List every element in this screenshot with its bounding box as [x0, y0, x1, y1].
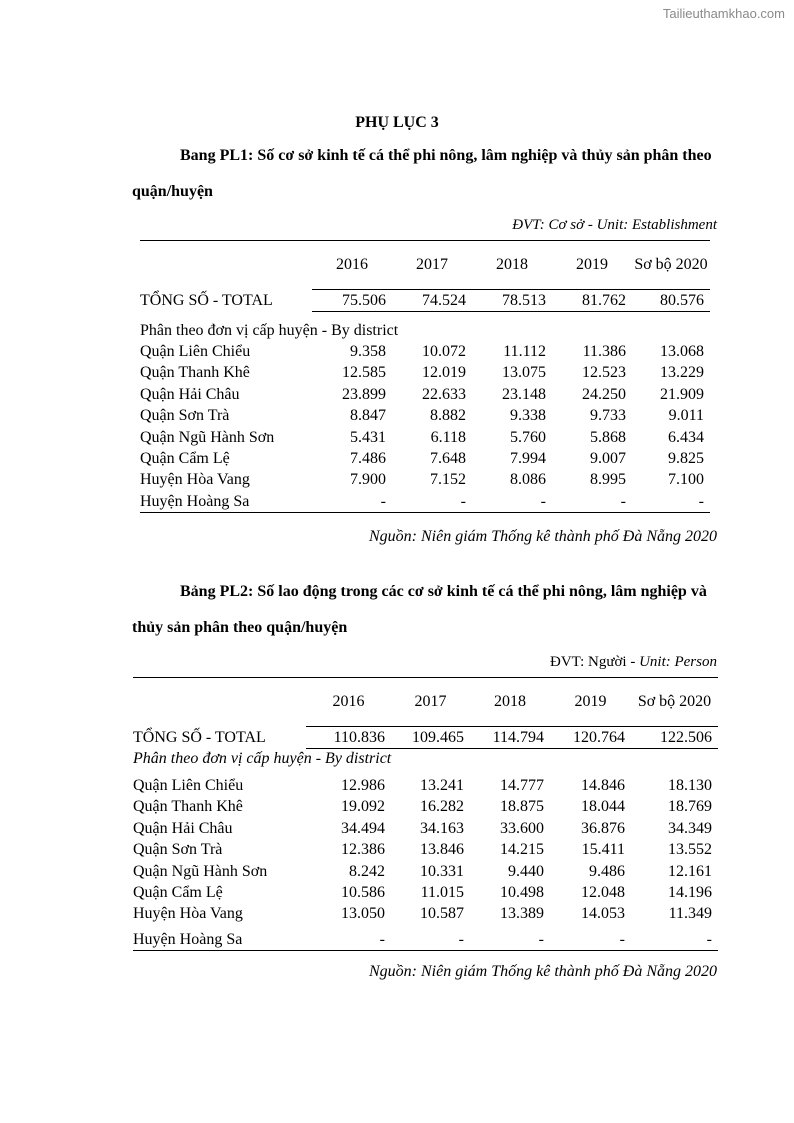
cell-value: 34.163 — [420, 819, 464, 837]
cell-value: 12.048 — [581, 884, 625, 902]
table2-header-row — [133, 678, 718, 727]
district-label: Quận Cẩm Lệ — [140, 450, 230, 468]
cell-value: 7.900 — [350, 471, 386, 489]
cell-value: 8.242 — [349, 862, 385, 880]
cell-value: 34.349 — [668, 819, 712, 837]
cell-value: 7.994 — [510, 450, 546, 468]
table-row — [140, 341, 710, 362]
cell-value: 14.215 — [500, 841, 544, 859]
cell-value: 12.523 — [582, 364, 626, 382]
cell-value: 13.389 — [500, 905, 544, 923]
cell-value: 13.229 — [660, 364, 704, 382]
cell-value: 15.411 — [581, 841, 625, 859]
total-value: 81.762 — [552, 290, 632, 312]
table1-total-row — [140, 290, 710, 312]
cell-value: 9.007 — [590, 450, 626, 468]
table1-unit: ĐVT: Cơ sở - Unit: Establishment — [512, 217, 717, 233]
table-row — [140, 427, 710, 448]
cell-value: 6.434 — [668, 428, 704, 446]
table2-total-row — [133, 727, 718, 749]
cell-value: 9.486 — [589, 862, 625, 880]
table1-title: Bang PL1: Số cơ sở kinh tế cá thể phi nông, lâm nghiệp và thủy sản phân theo quận/huyện — [132, 147, 712, 200]
cell-value: 7.152 — [430, 471, 466, 489]
total-value: 114.794 — [470, 727, 550, 749]
cell-value: 23.899 — [342, 385, 386, 403]
table1-col-header: 2017 — [392, 241, 472, 290]
cell-value: 11.015 — [420, 884, 464, 902]
cell-value: 9.358 — [350, 343, 386, 360]
district-label: Quận Liên Chiểu — [140, 343, 251, 360]
table-row — [133, 775, 718, 796]
cell-value: 12.161 — [668, 862, 712, 880]
district-label: Quận Thanh Khê — [133, 798, 243, 816]
district-label: Quận Ngũ Hành Sơn — [140, 428, 275, 446]
table-row — [133, 796, 718, 817]
cell-value: - — [312, 491, 392, 513]
cell-value: 33.600 — [500, 819, 544, 837]
cell-value: 9.733 — [590, 407, 626, 425]
cell-value: 11.386 — [582, 343, 626, 360]
group-label: Phân theo đơn vị cấp huyện - By district — [140, 322, 399, 339]
district-label: Quận Liên Chiểu — [133, 777, 244, 794]
cell-value: 14.846 — [581, 777, 625, 794]
district-label: Quận Cẩm Lệ — [133, 884, 223, 902]
cell-value: - — [472, 491, 552, 513]
table-row — [133, 882, 718, 903]
cell-value: 12.386 — [341, 841, 385, 859]
district-label: Quận Sơn Trà — [140, 407, 230, 425]
table-row — [140, 491, 710, 513]
cell-value: 22.633 — [422, 385, 466, 403]
cell-value: 9.338 — [510, 407, 546, 425]
district-label: Quận Sơn Trà — [133, 841, 223, 859]
table-row — [140, 405, 710, 426]
table2-unit: ĐVT: Người - Unit: Person — [550, 654, 717, 670]
cell-value: - — [631, 925, 718, 951]
district-label: Huyện Hoàng Sa — [140, 491, 312, 513]
table-row — [133, 839, 718, 860]
cell-value: 11.112 — [503, 343, 546, 360]
cell-value: - — [392, 491, 472, 513]
table-row — [140, 362, 710, 383]
total-value: 109.465 — [391, 727, 470, 749]
cell-value: 11.349 — [668, 905, 712, 923]
table-row — [140, 384, 710, 405]
cell-value: 10.586 — [341, 884, 385, 902]
cell-value: 36.876 — [581, 819, 625, 837]
cell-value: 18.130 — [668, 777, 712, 794]
cell-value: 7.100 — [668, 471, 704, 489]
table-row — [140, 448, 710, 469]
table1 — [140, 240, 710, 513]
table1-col-header: Sơ bộ 2020 — [632, 241, 710, 290]
cell-value: 5.431 — [350, 428, 386, 446]
cell-value: 13.050 — [341, 905, 385, 923]
cell-value: 13.241 — [420, 777, 464, 794]
total-value: 110.836 — [306, 727, 391, 749]
total-value: 74.524 — [392, 290, 472, 312]
cell-value: - — [470, 925, 550, 951]
table-row — [140, 469, 710, 490]
cell-value: 10.072 — [422, 343, 466, 360]
cell-value: 10.498 — [500, 884, 544, 902]
table1-col-header: 2016 — [312, 241, 392, 290]
district-label: Huyện Hoàng Sa — [133, 925, 306, 951]
table2-source: Nguồn: Niên giám Thống kê thành phố Đà Nẵng 2020 — [369, 963, 717, 980]
district-label: Quận Hải Châu — [140, 385, 240, 403]
cell-value: 9.440 — [508, 862, 544, 880]
table2-col-header: 2018 — [470, 678, 550, 727]
cell-value: 14.053 — [581, 905, 625, 923]
cell-value: 14.196 — [668, 884, 712, 902]
district-label: Quận Hải Châu — [133, 819, 233, 837]
total-value: 78.513 — [472, 290, 552, 312]
cell-value: 8.086 — [510, 471, 546, 489]
table2-title: Bảng PL2: Số lao động trong các cơ sở kinh tế cá thể phi nông, lâm nghiệp và thủy sản phân theo quận/huyện — [132, 583, 707, 636]
cell-value: 18.044 — [581, 798, 625, 816]
cell-value: 6.118 — [430, 428, 466, 446]
district-label: Quận Thanh Khê — [140, 364, 250, 382]
table-row — [133, 818, 718, 839]
total-label: TỔNG SỐ - TOTAL — [140, 291, 273, 309]
table-row — [133, 903, 718, 924]
cell-value: - — [552, 491, 632, 513]
cell-value: 10.587 — [420, 905, 464, 923]
cell-value: 18.875 — [500, 798, 544, 816]
total-value: 122.506 — [631, 727, 718, 749]
group-label: Phân theo đơn vị cấp huyện - By district — [133, 750, 392, 767]
watermark: Tailieuthamkhao.com — [662, 6, 785, 21]
table2-col-header: Sơ bộ 2020 — [631, 678, 718, 727]
cell-value: 5.760 — [510, 428, 546, 446]
total-value: 75.506 — [312, 290, 392, 312]
cell-value: 19.092 — [341, 798, 385, 816]
cell-value: 12.986 — [341, 777, 385, 794]
cell-value: 24.250 — [582, 385, 626, 403]
cell-value: 13.075 — [502, 364, 546, 382]
cell-value: 16.282 — [420, 798, 464, 816]
table1-source: Nguồn: Niên giám Thống kê thành phố Đà Nẵng 2020 — [369, 528, 717, 545]
cell-value: - — [391, 925, 470, 951]
cell-value: 13.552 — [668, 841, 712, 859]
total-value: 120.764 — [550, 727, 631, 749]
cell-value: 34.494 — [341, 819, 385, 837]
appendix-title: PHỤ LỤC 3 — [355, 114, 439, 131]
table2-col-header: 2019 — [550, 678, 631, 727]
cell-value: 14.777 — [500, 777, 544, 794]
table1-group-row — [140, 312, 710, 342]
cell-value: 13.846 — [420, 841, 464, 859]
cell-value: 23.148 — [502, 385, 546, 403]
cell-value: 13.068 — [660, 343, 704, 360]
total-value: 80.576 — [632, 290, 710, 312]
cell-value: 21.909 — [660, 385, 704, 403]
cell-value: 9.011 — [668, 407, 704, 425]
cell-value: 7.486 — [350, 450, 386, 468]
total-label: TỔNG SỐ - TOTAL — [133, 728, 266, 746]
cell-value: 12.019 — [422, 364, 466, 382]
cell-value: 18.769 — [668, 798, 712, 816]
cell-value: - — [550, 925, 631, 951]
table1-header-row — [140, 241, 710, 290]
cell-value: 10.331 — [420, 862, 464, 880]
district-label: Quận Ngũ Hành Sơn — [133, 862, 268, 880]
cell-value: - — [306, 925, 391, 951]
table2 — [133, 677, 718, 951]
cell-value: 9.825 — [668, 450, 704, 468]
cell-value: 12.585 — [342, 364, 386, 382]
cell-value: 7.648 — [430, 450, 466, 468]
table2-col-header: 2017 — [391, 678, 470, 727]
cell-value: 8.847 — [350, 407, 386, 425]
cell-value: 8.882 — [430, 407, 466, 425]
table2-col-header: 2016 — [306, 678, 391, 727]
cell-value: 5.868 — [590, 428, 626, 446]
table-row — [133, 861, 718, 882]
table1-col-header: 2018 — [472, 241, 552, 290]
district-label: Huyện Hòa Vang — [140, 471, 250, 489]
cell-value: - — [632, 491, 710, 513]
cell-value: 8.995 — [590, 471, 626, 489]
district-label: Huyện Hòa Vang — [133, 905, 243, 923]
table1-col-header: 2019 — [552, 241, 632, 290]
table2-group-row — [133, 749, 718, 776]
table-row — [133, 925, 718, 951]
